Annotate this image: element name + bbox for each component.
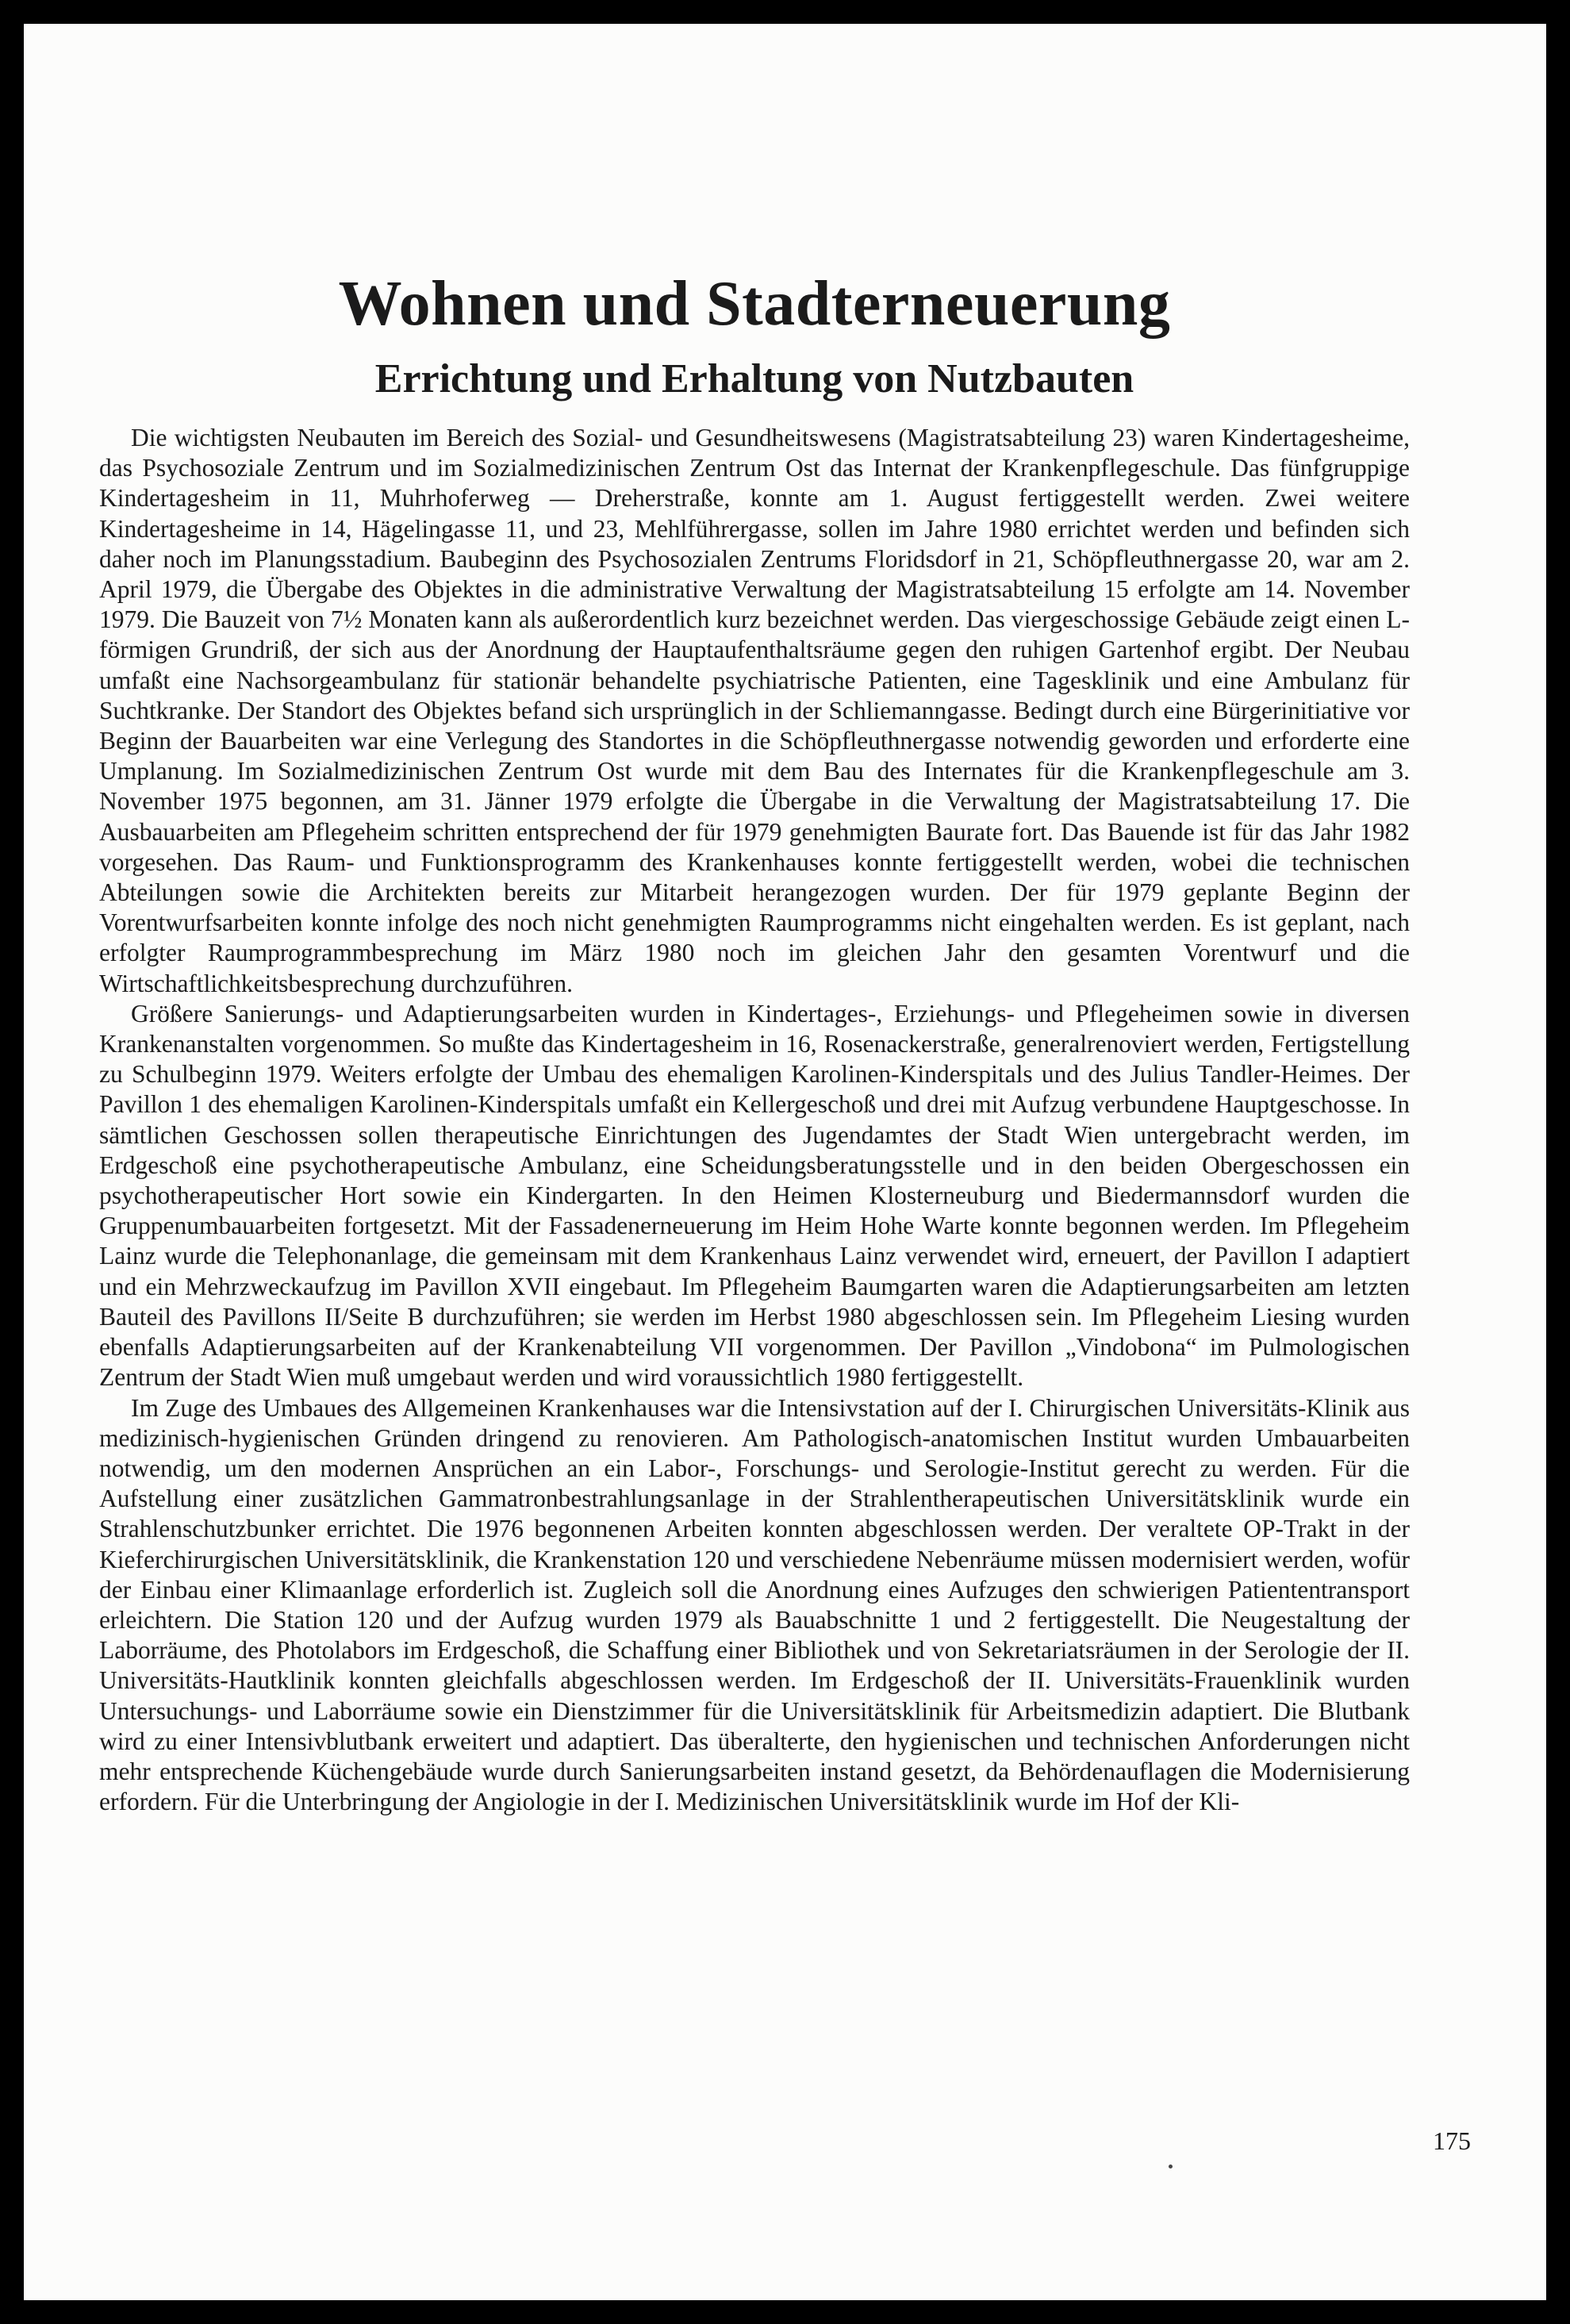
page-number: 175 bbox=[1433, 2126, 1471, 2155]
page-title: Wohnen und Stadterneuerung bbox=[338, 269, 1171, 339]
scan-speck bbox=[1169, 2165, 1173, 2168]
body-text bbox=[99, 423, 1410, 1817]
paragraph: Die wichtigsten Neubauten im Bereich des Sozial- und Gesundheitswesens (Magistratsabteilung 23) waren Kindertagesheime, das Psychosoziale Zentrum und im Sozialmedizinischen Zentrum Ost das Internat der Krankenpflegeschule. Das fünfgruppige Kindertagesheim in 11, Muhrhoferweg — Dreherstraße, konnte am 1. August fertiggestellt werden. Zwei weitere Kindertagesheime in 14, Hägelingasse 11, und 23, Mehlführergasse, sollen im Jahre 1980 errichtet werden und befinden sich daher noch im Planungsstadium. Baubeginn des Psychosozialen Zentrums Floridsdorf in 21, Schöpfleuthnergasse 20, war am 2. April 1979, die Übergabe des Objektes in die administrative Verwaltung der Magistratsabteilung 15 erfolgte am 14. November 1979. Die Bauzeit von 7½ Monaten kann als außerordentlich kurz bezeichnet werden. Das viergeschossige Gebäude zeigt einen L-förmigen Grundriß, der sich aus der Anordnung der Hauptaufenthaltsräume gegen den ruhigen Gartenhof ergibt. Der Neubau umfaßt eine Nachsorgeambulanz für stationär behandelte psychiatrische Patienten, eine Tagesklinik und eine Ambulanz für Suchtkranke. Der Standort des Objektes befand sich ursprünglich in der Schliemanngasse. Bedingt durch eine Bürgerinitiative vor Beginn der Bauarbeiten war eine Verlegung des Standortes in die Schöpfleuthnergasse notwendig geworden und erforderte eine Umplanung. Im Sozialmedizinischen Zentrum Ost wurde mit dem Bau des Internates für die Krankenpflegeschule am 3. November 1975 begonnen, am 31. Jänner 1979 erfolgte die Übergabe in die Verwaltung der Magistratsabteilung 17. Die Ausbauarbeiten am Pflegeheim schritten entsprechend der für 1979 genehmigten Baurate fort. Das Bauende ist für das Jahr 1982 vorgesehen. Das Raum- und Funktionsprogramm des Krankenhauses konnte fertiggestellt werden, wobei die technischen Abteilungen sowie die Architekten bereits zur Mitarbeit herangezogen wurden. Der für 1979 geplante Beginn der Vorentwurfsarbeiten konnte infolge des noch nicht genehmigten Raumprogramms nicht eingehalten werden. Es ist geplant, nach erfolgter Raumprogrammbesprechung im März 1980 noch im gleichen Jahr den gesamten Vorentwurf und die Wirtschaftlichkeitsbesprechung durchzuführen. bbox=[99, 424, 1410, 997]
section-subtitle: Errichtung und Erhaltung von Nutzbauten bbox=[374, 356, 1134, 401]
document-page bbox=[24, 24, 1546, 2300]
paragraph: Im Zuge des Umbaues des Allgemeinen Krankenhauses war die Intensivstation auf der I. Chirurgischen Universitäts-Klinik aus medizinisch-hygienischen Gründen dringend zu renovieren. Am Pathologisch-anatomischen Institut wurden Umbauarbeiten notwendig, um den modernen Ansprüchen an ein Labor-, Forschungs- und Serologie-Institut gerecht zu werden. Für die Aufstellung einer zusätzlichen Gammatronbestrahlungsanlage in der Strahlentherapeutischen Universitätsklinik wurde ein Strahlenschutzbunker errichtet. Die 1976 begonnenen Arbeiten konnten abgeschlossen werden. Der veraltete OP-Trakt in der Kieferchirurgischen Universitätsklinik, die Krankenstation 120 und verschiedene Nebenräume müssen modernisiert werden, wofür der Einbau einer Klimaanlage erforderlich ist. Zugleich soll die Anordnung eines Aufzuges den schwierigen Patiententransport erleichtern. Die Station 120 und der Aufzug wurden 1979 als Bauabschnitte 1 und 2 fertiggestellt. Die Neugestaltung der Laborräume, des Photolabors im Erdgeschoß, die Schaffung einer Bibliothek und von Sekretariatsräumen in der Serologie der II. Universitäts-Hautklinik konnten gleichfalls abgeschlossen werden. Im Erdgeschoß der II. Universitäts-Frauenklinik wurden Untersuchungs- und Laborräume sowie ein Dienstzimmer für die Universitätsklinik für Arbeitsmedizin adaptiert. Die Blutbank wird zu einer Intensivblutbank erweitert und adaptiert. Das überalterte, den hygienischen und technischen Anforderungen nicht mehr entsprechende Küchengebäude wurde durch Sanierungsarbeiten instand gesetzt, da Behördenauflagen die Modernisierung erfordern. Für die Unterbringung der Angiologie in der I. Medizinischen Universitätsklinik wurde im Hof der Kli- bbox=[99, 1393, 1410, 1816]
page-content bbox=[99, 266, 1410, 1817]
paragraph: Größere Sanierungs- und Adaptierungsarbeiten wurden in Kindertages-, Erziehungs- und Pflegeheimen sowie in diversen Krankenanstalten vorgenommen. So mußte das Kindertagesheim in 16, Rosenackerstraße, generalrenoviert werden, Fertigstellung zu Schulbeginn 1979. Weiters erfolgte der Umbau des ehemaligen Karolinen-Kinderspitals und des Julius Tandler-Heimes. Der Pavillon 1 des ehemaligen Karolinen-Kinderspitals umfaßt ein Kellergeschoß und drei mit Aufzug verbundene Hauptgeschosse. In sämtlichen Geschossen sollen therapeutische Einrichtungen des Jugendamtes der Stadt Wien untergebracht werden, im Erdgeschoß eine psychotherapeutische Ambulanz, eine Scheidungsberatungsstelle und in den beiden Obergeschossen ein psychotherapeutischer Hort sowie ein Kindergarten. In den Heimen Klosterneuburg und Biedermannsdorf wurden die Gruppenumbauarbeiten fortgesetzt. Mit der Fassadenerneuerung im Heim Hohe Warte konnte begonnen werden. Im Pflegeheim Lainz wurde die Telephonanlage, die gemeinsam mit dem Krankenhaus Lainz verwendet wird, erneuert, der Pavillon I adaptiert und ein Mehrzweckaufzug im Pavillon XVII eingebaut. Im Pflegeheim Baumgarten waren die Adaptierungsarbeiten am letzten Bauteil des Pavillons II/Seite B durchzuführen; sie werden im Herbst 1980 abgeschlossen sein. Im Pflegeheim Liesing wurden ebenfalls Adaptierungsarbeiten auf der Krankenabteilung VII vorgenommen. Der Pavillon „Vindobona“ im Pulmologischen Zentrum der Stadt Wien muß umgebaut werden und wird voraussichtlich 1980 fertiggestellt. bbox=[99, 999, 1410, 1392]
